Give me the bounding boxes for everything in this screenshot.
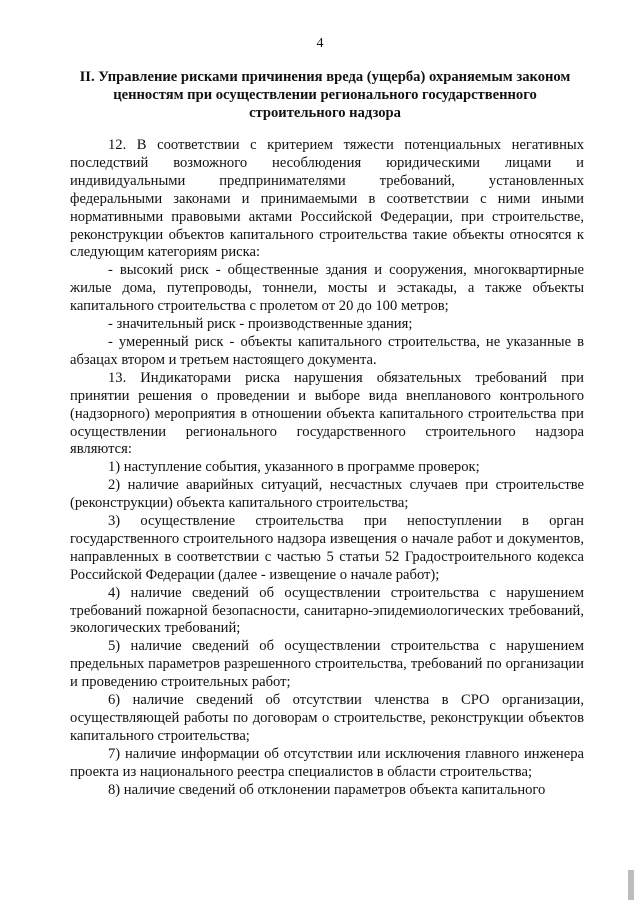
- paragraph-12: 12. В соответствии с критерием тяжести потенциальных негативных последствий возможного несоблюдения юридическими лицами и индивидуальными предпринимателями требований, установленных федеральными законами и принимаемыми в соответствии с ними иными нормативными правовыми актами Российской Федерации, при строительстве, реконструкции объектов капитального строительства такие объекты относятся к следующим категориям риска:: [70, 137, 584, 261]
- paragraph-13: 13. Индикаторами риска нарушения обязательных требований при принятии решения о проведении и выборе вида внепланового контрольного (надзорного) мероприятия в отношении объекта капитального строительства при осуществлении регионального государственного строительного надзора являются:: [70, 369, 584, 458]
- indicator-2: 2) наличие аварийных ситуаций, несчастных случаев при строительстве (реконструкции) объекта капитального строительства;: [70, 477, 584, 512]
- indicator-7: 7) наличие информации об отсутствии или исключения главного инженера проекта из национального реестра специалистов в области строительства;: [70, 745, 584, 780]
- document-body: [70, 137, 584, 800]
- indicator-8: 8) наличие сведений об отклонении параметров объекта капитального: [108, 781, 546, 798]
- indicator-3: 3) осуществление строительства при непоступлении в орган государственного строительного надзора извещения о начале работ и документов, направленных в соответствии с частью 5 статьи 52 Градостроительного кодекса Российской Федерации (далее - извещение о начале работ);: [70, 513, 584, 583]
- indicator-6: 6) наличие сведений об отсутствии членства в СРО организации, осуществляющей работы по договорам о строительстве, реконструкции объектов капитального строительства;: [70, 692, 584, 744]
- scan-edge-mark: [628, 870, 634, 900]
- risk-category-significant: - значительный риск - производственные здания;: [108, 316, 413, 333]
- indicator-5: 5) наличие сведений об осуществлении строительства с нарушением предельных параметров разрешенного строительства, требований по организации и проведению строительных работ;: [70, 638, 584, 691]
- indicator-4: 4) наличие сведений об осуществлении строительства с нарушением требований пожарной безопасности, санитарно-эпидемиологических требований, экологических требований;: [70, 584, 584, 637]
- page-number: 4: [316, 36, 324, 51]
- indicator-1: 1) наступление события, указанного в программе проверок;: [108, 459, 480, 476]
- section-heading: II. Управление рисками причинения вреда (ущерба) охраняемым законом ценностям при осуществлении регионального государственного строительного надзора: [79, 69, 571, 121]
- risk-category-high: - высокий риск - общественные здания и сооружения, многоквартирные жилые дома, путепроводы, тоннели, мосты и эстакады, а также объекты капитального строительства с пролетом от 20 до 100 метров;: [70, 262, 584, 315]
- risk-category-moderate: - умеренный риск - объекты капитального строительства, не указанные в абзацах втором и третьем настоящего документа.: [70, 333, 584, 368]
